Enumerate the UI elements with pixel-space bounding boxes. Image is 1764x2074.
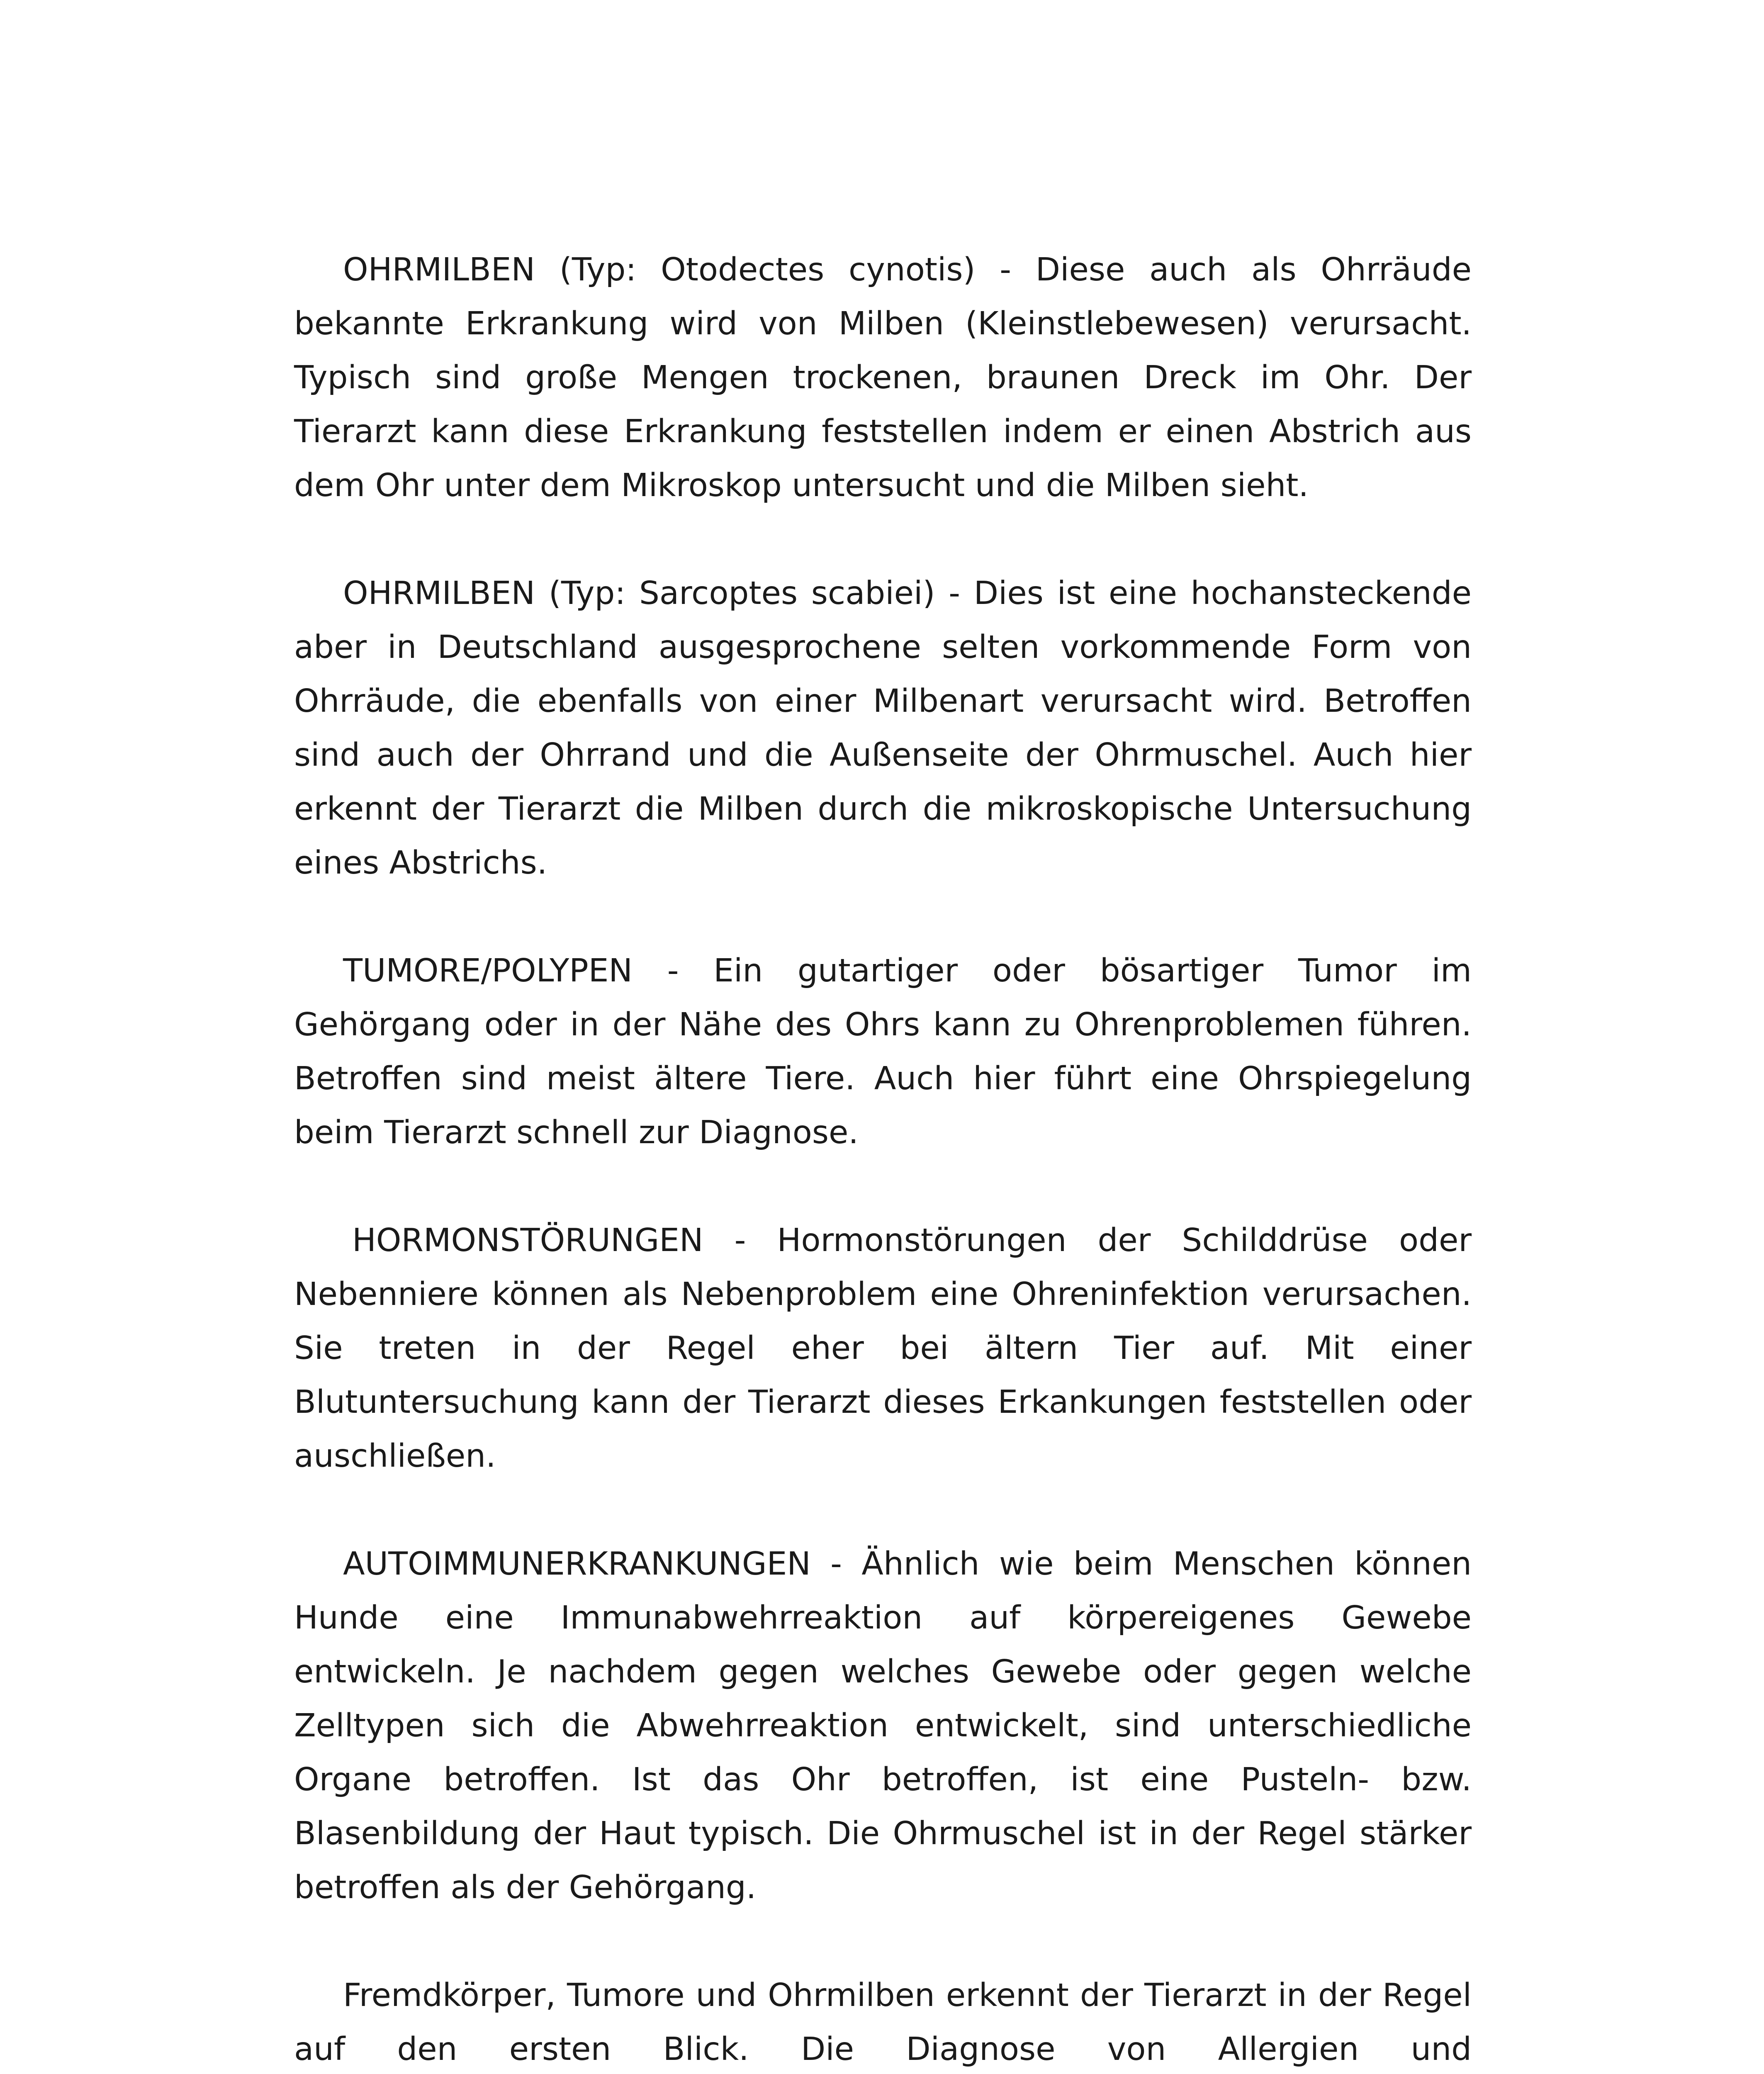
paragraph-ohrmilben-otodectes: OHRMILBEN (Typ: Otodectes cynotis) - Diese auch als Ohrräude bekannte Erkrankung wird von Milben (Kleinstlebewesen) verursacht. Typisch sind große Mengen trockenen, braunen Dreck im Ohr. Der Tierarzt kann diese Erkrankung feststellen indem er einen Abstrich aus dem Ohr unter dem Mikroskop untersucht und die Milben sieht.: [294, 251, 1472, 504]
paragraph-ohrmilben-sarcoptes: OHRMILBEN (Typ: Sarcoptes scabiei) - Dies ist eine hochansteckende aber in Deutschland ausgesprochene selten vorkommende Form von Ohrräude, die ebenfalls von einer Milbenart verursacht wird. Betroffen sind auch der Ohrrand und die Außenseite der Ohrmuschel. Auch hier erkennt der Tierarzt die Milben durch die mikroskopische Untersuchung eines Abstrichs.: [294, 575, 1472, 881]
paragraph-tumore-polypen: TUMORE/POLYPEN - Ein gutartiger oder bösartiger Tumor im Gehörgang oder in der Nähe des Ohrs kann zu Ohrenproblemen führen. Betroffen sind meist ältere Tiere. Auch hier führt eine Ohrspiegelung beim Tierarzt schnell zur Diagnose.: [294, 952, 1472, 1151]
paragraph-hormonstoerungen: HORMONSTÖRUNGEN - Hormonstörungen der Schilddrüse oder Nebenniere können als Nebenproblem eine Ohreninfektion verursachen. Sie treten in der Regel eher bei ältern Tier auf. Mit einer Blutuntersuchung kann der Tierarzt dieses Erkankungen feststellen oder auschließen.: [294, 1222, 1472, 1475]
paragraph-diagnose-summary: Fremdkörper, Tumore und Ohrmilben erkennt der Tierarzt in der Regel auf den ersten Blick. Die Diagnose von Allergien und: [294, 1977, 1472, 2068]
body-text: [294, 243, 1472, 2074]
paragraph-autoimmunerkrankungen: AUTOIMMUNERKRANKUNGEN - Ähnlich wie beim Menschen können Hunde eine Immunabwehrreaktion auf körpereigenes Gewebe entwickeln. Je nachdem gegen welches Gewebe oder gegen welche Zelltypen sich die Abwehrreaktion entwickelt, sind unterschiedliche Organe betroffen. Ist das Ohr betroffen, ist eine Pusteln- bzw. Blasenbildung der Haut typisch. Die Ohrmuschel ist in der Regel stärker betroffen als der Gehörgang.: [294, 1546, 1472, 1906]
